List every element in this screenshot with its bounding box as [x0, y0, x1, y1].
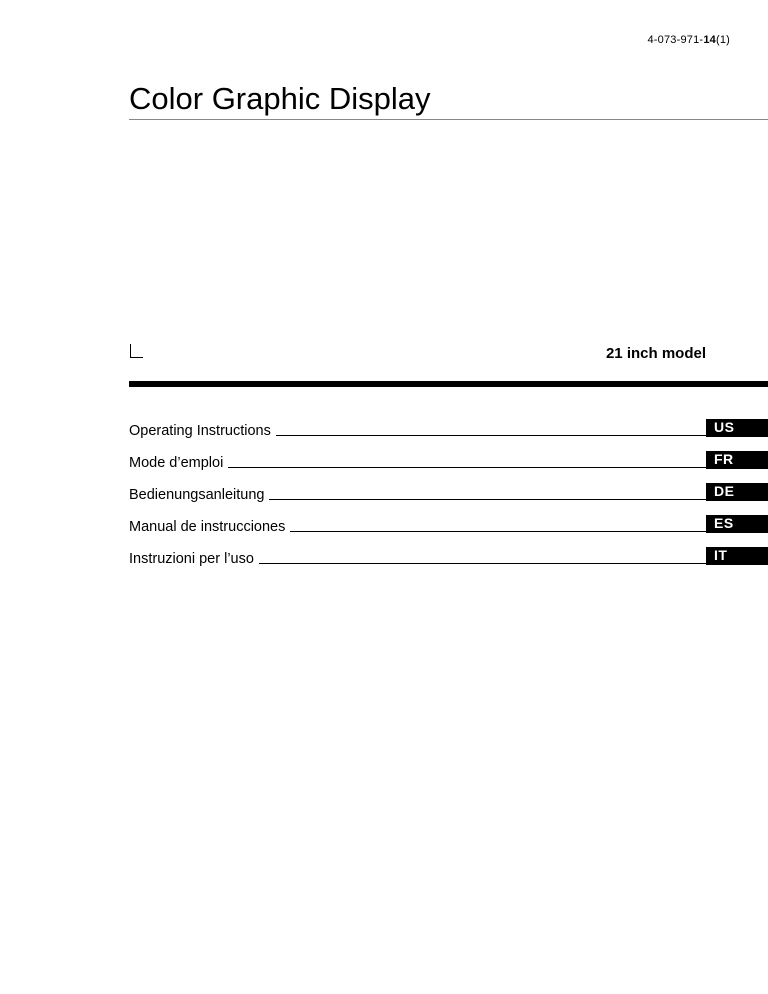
corner-mark [130, 344, 143, 358]
document-title: Color Graphic Display [129, 81, 431, 116]
part-number-revision: 14 [703, 34, 716, 46]
language-index [129, 419, 768, 579]
leader-line [228, 451, 706, 468]
language-label-us: Operating Instructions [129, 423, 271, 439]
language-label-es: Manual de instrucciones [129, 519, 286, 535]
leader-line [269, 483, 706, 500]
leader-line [276, 419, 706, 436]
language-badge-es[interactable]: ES [706, 515, 768, 533]
language-index-row-es[interactable] [129, 515, 768, 547]
language-badge-fr[interactable]: FR [706, 451, 768, 469]
title-divider [129, 119, 768, 120]
heavy-divider [129, 381, 768, 387]
language-index-row-fr[interactable] [129, 451, 768, 483]
language-label-fr: Mode d’emploi [129, 455, 224, 471]
language-badge-us[interactable]: US [706, 419, 768, 437]
language-badge-de[interactable]: DE [706, 483, 768, 501]
language-index-row-it[interactable] [129, 547, 768, 579]
leader-line [290, 515, 706, 532]
part-number-suffix: (1) [715, 34, 730, 46]
language-index-row-de[interactable] [129, 483, 768, 515]
leader-line [259, 547, 706, 564]
language-label-it: Instruzioni per l’uso [129, 551, 254, 567]
language-badge-it[interactable]: IT [706, 547, 768, 565]
part-number-prefix: 4-073-971- [647, 34, 704, 46]
part-number [647, 34, 730, 46]
language-label-de: Bedienungsanleitung [129, 487, 265, 503]
model-label: 21 inch model [605, 345, 706, 362]
language-index-row-us[interactable] [129, 419, 768, 451]
